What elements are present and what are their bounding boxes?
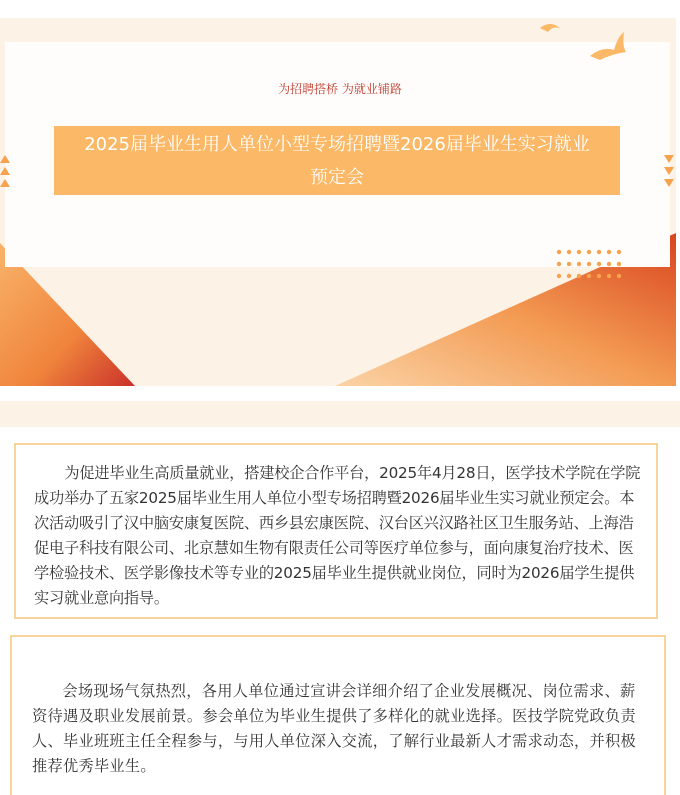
content-box-2 — [10, 635, 666, 795]
right-arrows-icon — [662, 153, 676, 193]
page-title: 2025届毕业生用人单位小型专场招聘暨2026届毕业生实习就业预定会 — [84, 133, 590, 188]
paragraph-1: 为促进毕业生高质量就业，搭建校企合作平台，2025年4月28日，医学技术学院在学院成功举办了五家2025届毕业生用人单位小型专场招聘暨2026届毕业生实习就业预定会。本次活动吸引了汉中脑安康复医院、西乡县宏康医院、汉台区兴汉路社区卫生服务站、上海浩促电子科技有限公司、北京慧如生物有限责任公司等医疗单位参与，面向康复治疗技术、医学检验技术、医学影像技术等专业的2025届毕业生提供就业岗位，同时为2026届学生提供实习就业意向指导。 — [34, 464, 641, 607]
content-box-1 — [14, 443, 658, 619]
paragraph-2: 会场现场气氛热烈，各用人单位通过宣讲会详细介绍了企业发展概况、岗位需求、薪资待遇及职业发展前景。参会单位为毕业生提供了多样化的就业选择。医技学院党政负责人、毕业班班主任全程参与，与用人单位深入交流，了解行业最新人才需求动态，并积极推荐优秀毕业生。 — [32, 682, 637, 775]
left-arrows-icon — [0, 153, 14, 193]
title-box — [54, 126, 620, 195]
slogan-text: 为招聘搭桥 为就业铺路 — [278, 82, 402, 96]
dot-grid-decoration — [556, 248, 628, 284]
header-banner — [0, 18, 676, 386]
bird-icon — [538, 18, 638, 63]
divider-band — [0, 401, 680, 427]
